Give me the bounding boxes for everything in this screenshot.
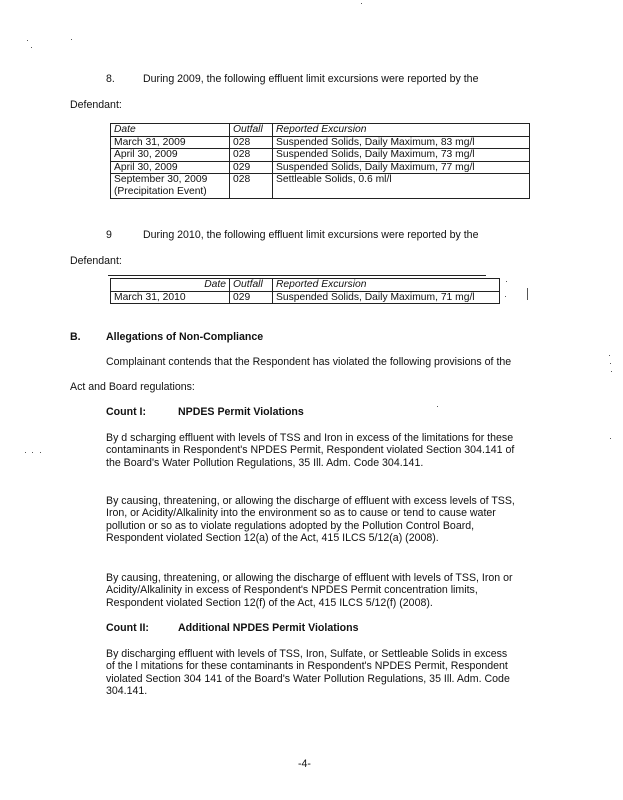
cell-outfall: 028 xyxy=(230,174,273,198)
count-2-paragraph-1: By discharging effluent with levels of TSS, Iron, Sulfate, or Settleable Solids in excess of the l mitations for these contaminants in Respondent's NPDES Permit, Respondent violated Section 304 141 of the Board's Water Pollution Regulations, 35 Ill. Adm. Code 304.141. xyxy=(106,648,510,698)
cell-outfall: 029 xyxy=(230,161,273,174)
paragraph-9-continuation: Defendant: xyxy=(70,255,122,267)
paragraph-9-text: During 2010, the following effluent limit excursions were reported by the xyxy=(143,229,479,241)
table-row xyxy=(111,149,530,162)
cell-date: March 31, 2009 xyxy=(111,136,230,149)
section-b-intro-continuation: Act and Board regulations: xyxy=(70,381,195,393)
table-header-row xyxy=(111,279,500,292)
table-row xyxy=(111,291,500,304)
count-2-title: Additional NPDES Permit Violations xyxy=(178,622,359,634)
excursion-table-2009 xyxy=(110,123,530,199)
paragraph-8-number: 8. xyxy=(106,73,115,85)
cell-date-note: (Precipitation Event) xyxy=(114,185,207,197)
cell-outfall: 029 xyxy=(230,291,273,304)
header-excursion: Reported Excursion xyxy=(273,124,530,137)
excursion-table-2010 xyxy=(110,278,500,304)
table-row xyxy=(111,161,530,174)
paragraph-8-text: During 2009, the following effluent limit excursions were reported by the xyxy=(143,73,479,85)
cell-date xyxy=(111,174,230,198)
cell-outfall: 028 xyxy=(230,136,273,149)
cell-date: March 31, 2010 xyxy=(111,291,230,304)
count-2-label: Count II: xyxy=(106,622,149,634)
cell-excursion: Suspended Solids, Daily Maximum, 77 mg/l xyxy=(273,161,530,174)
header-outfall: Outfall xyxy=(230,124,273,137)
table-row xyxy=(111,174,530,198)
cell-excursion: Suspended Solids, Daily Maximum, 73 mg/l xyxy=(273,149,530,162)
cell-date: April 30, 2009 xyxy=(111,149,230,162)
table-top-rule xyxy=(108,275,486,276)
count-1-paragraph-3: By causing, threatening, or allowing the discharge of effluent with levels of TSS, Iron or Acidity/Alkalinity in excess of Respondent's NPDES Permit concentration limits, Respondent violated Section 12(f) of the Act, 415 ILCS 5/12(f) (2008). xyxy=(106,572,513,609)
header-date: Date xyxy=(111,279,230,292)
table-header-row xyxy=(111,124,530,137)
paragraph-8-continuation: Defendant: xyxy=(70,99,122,111)
page-number: -4- xyxy=(298,758,311,770)
cell-outfall: 028 xyxy=(230,149,273,162)
count-1-paragraph-2: By causing, threatening, or allowing the discharge of effluent with excess levels of TSS, Iron, or Acidity/Alkalinity into the environment so as to cause or tend to cause water pollution or so as to violate regulations adopted by the Pollution Control Board, Respondent violated Section 12(a) of the Act, 415 ILCS 5/12(a) (2008). xyxy=(106,495,515,545)
cell-excursion: Suspended Solids, Daily Maximum, 83 mg/l xyxy=(273,136,530,149)
header-excursion: Reported Excursion xyxy=(273,279,500,292)
cell-date-line: September 30, 2009 xyxy=(114,174,208,186)
count-1-paragraph-1: By d scharging effluent with levels of TSS and Iron in excess of the limitations for these contaminants in Respondent's NPDES Permit, Respondent violated Section 304.141 of the Board's Water Pollution Regulations, 35 Ill. Adm. Code 304.141. xyxy=(106,432,515,469)
paragraph-9-number: 9 xyxy=(106,229,112,241)
count-1-label: Count I: xyxy=(106,406,147,418)
cell-date: April 30, 2009 xyxy=(111,161,230,174)
section-b-intro: Complainant contends that the Respondent has violated the following provisions of the xyxy=(106,356,512,368)
header-outfall: Outfall xyxy=(230,279,273,292)
table-row xyxy=(111,136,530,149)
section-b-letter: B. xyxy=(70,331,81,343)
count-1-title: NPDES Permit Violations xyxy=(178,406,304,418)
cell-excursion: Settleable Solids, 0.6 ml/l xyxy=(273,174,530,198)
header-date: Date xyxy=(111,124,230,137)
cell-excursion: Suspended Solids, Daily Maximum, 71 mg/l xyxy=(273,291,500,304)
section-b-title: Allegations of Non-Compliance xyxy=(106,331,264,343)
